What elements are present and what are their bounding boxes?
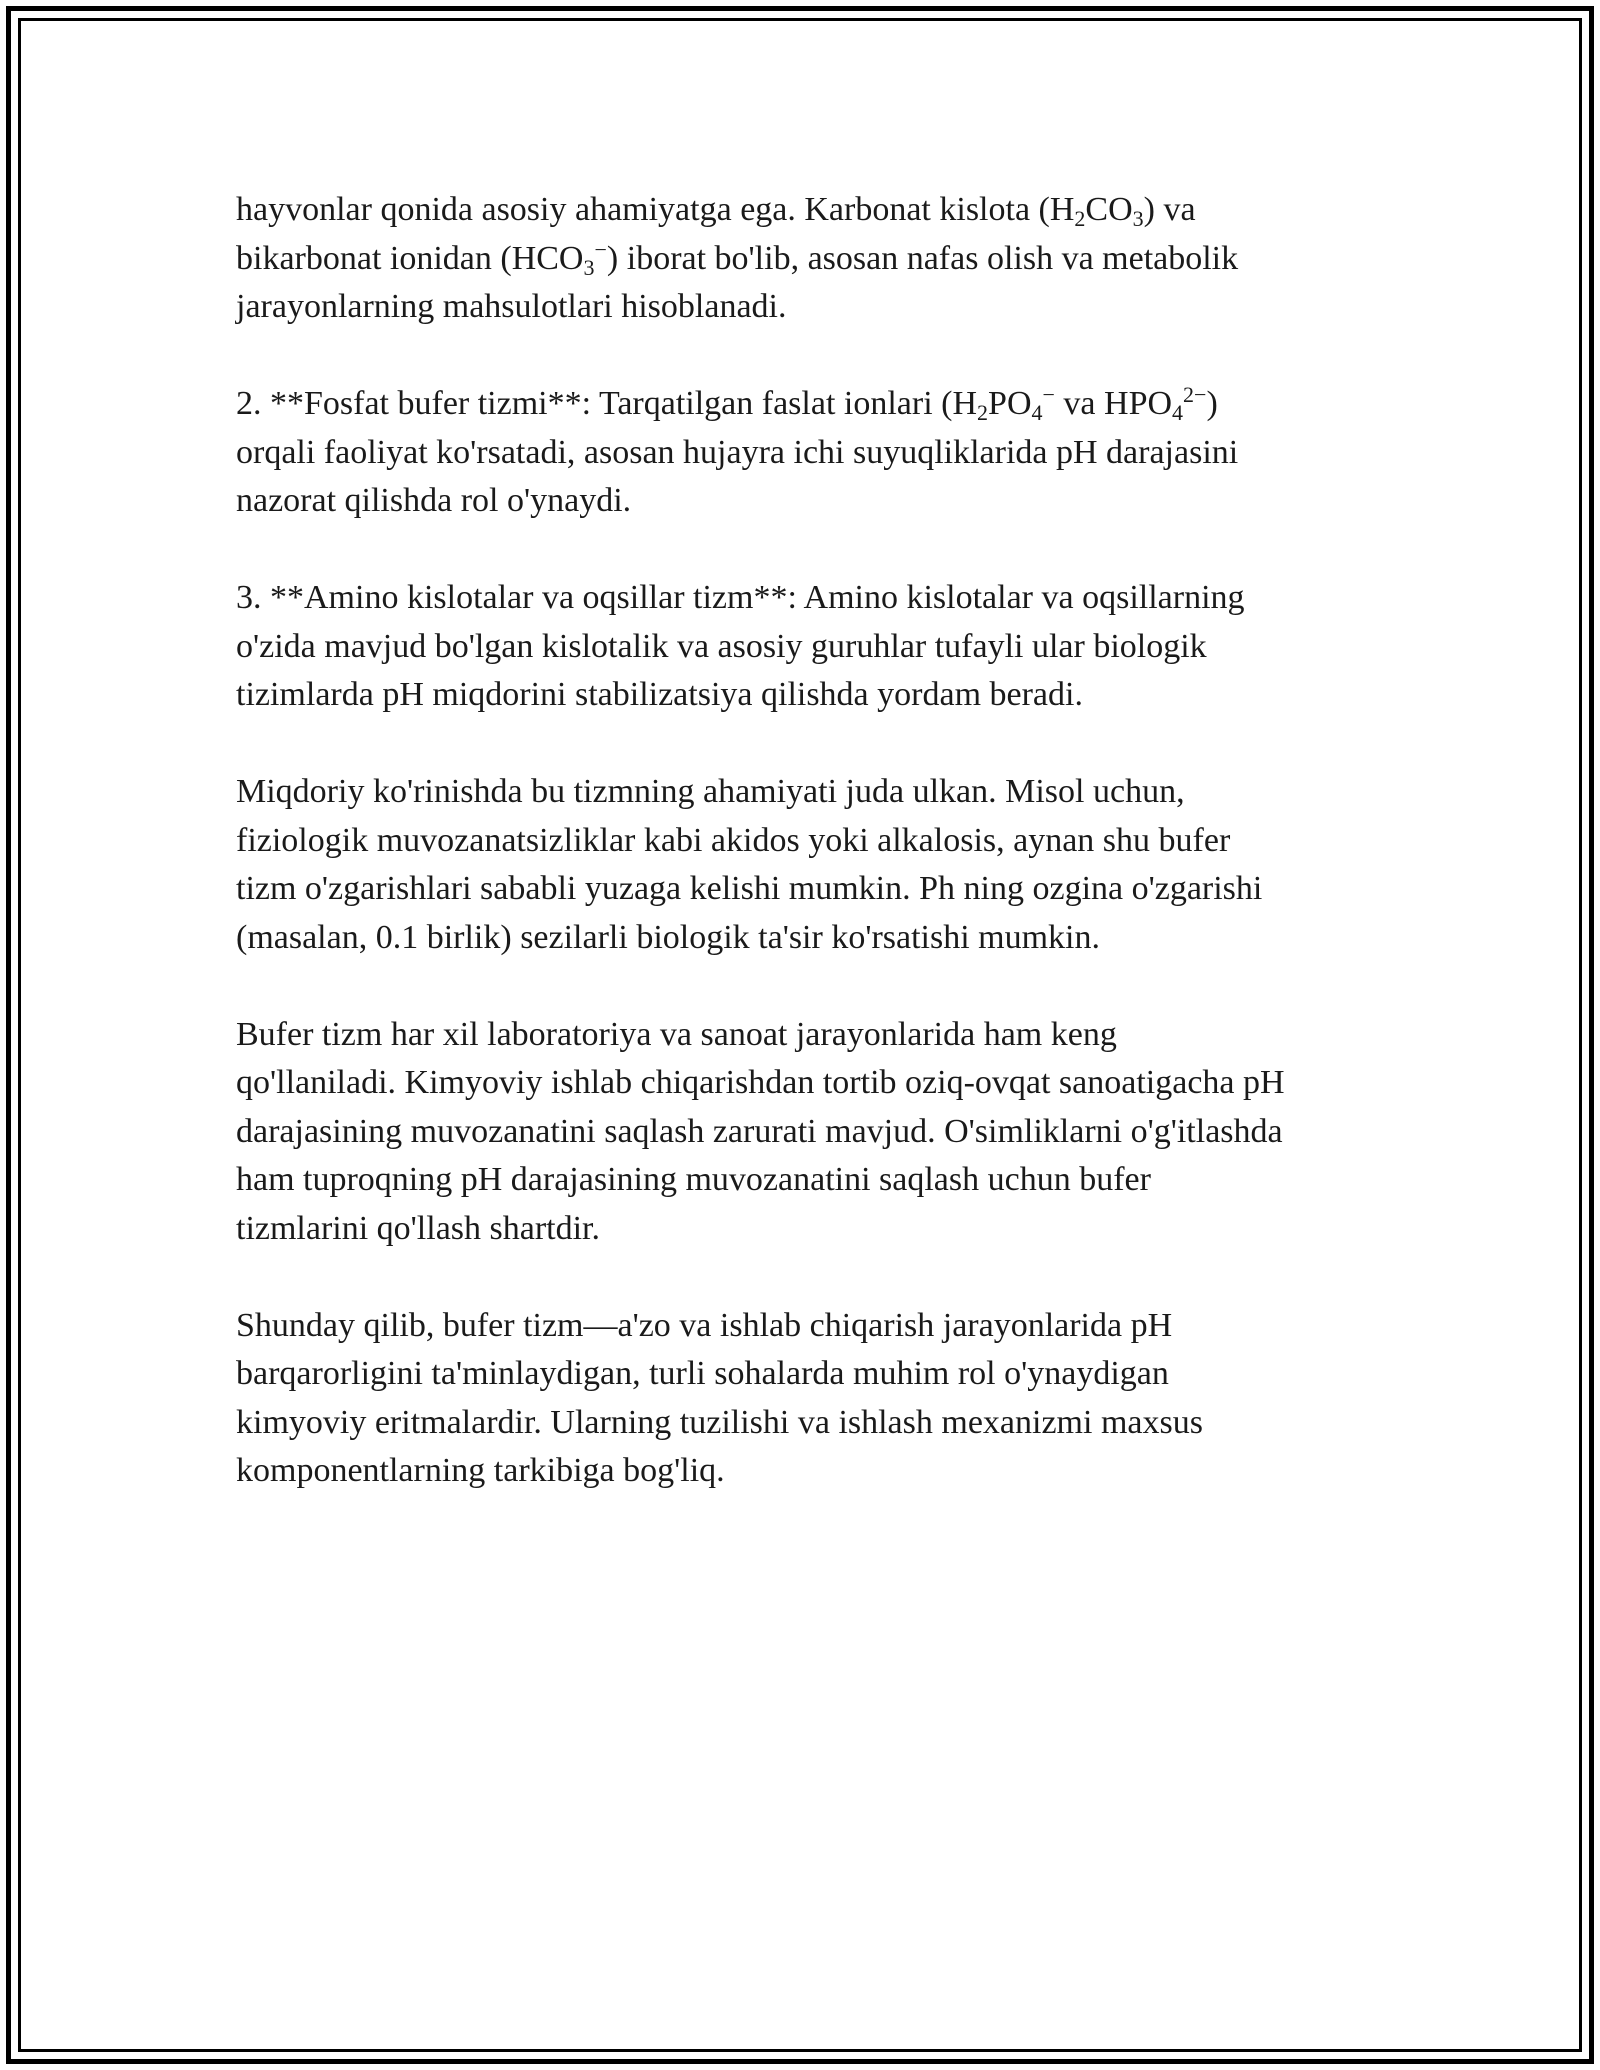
superscript: − — [594, 236, 607, 262]
subscript: 3 — [583, 254, 595, 280]
text-line — [236, 1447, 1416, 1496]
text-run: ) va — [1143, 191, 1196, 228]
text-line — [236, 865, 1416, 914]
text-run: (masalan, 0.1 birlik) sezilarli biologik ta'sir ko'rsatishi mumkin. — [236, 918, 1100, 956]
text-run: kimyoviy eritmalardir. Ularning tuzilishi va ishlash mexanizmi maxsus — [236, 1403, 1203, 1441]
subscript: 2 — [1074, 206, 1086, 231]
text-line — [236, 574, 1416, 623]
document-body — [236, 186, 1416, 1544]
text-line — [236, 914, 1416, 963]
text-line — [236, 1205, 1416, 1254]
text-run: 3. **Amino kislotalar va oqsillar tizm**: Amino kislotalar va oqsillarning — [236, 579, 1245, 616]
superscript: − — [1042, 382, 1055, 407]
text-line — [236, 1156, 1416, 1205]
subscript: 4 — [1172, 400, 1184, 425]
text-run: bikarbonat ionidan (HCO — [236, 239, 584, 277]
paragraph — [236, 380, 1416, 526]
text-run: qo'llaniladi. Kimyoviy ishlab chiqarishdan tortib oziq-ovqat sanoatigacha pH — [236, 1064, 1285, 1101]
text-line — [236, 235, 1416, 284]
text-run: tizimlarda pH miqdorini stabilizatsiya qilishda yordam beradi. — [236, 676, 1083, 713]
text-line — [236, 817, 1416, 866]
text-line — [236, 768, 1416, 817]
text-line — [236, 1399, 1416, 1448]
paragraph — [236, 1011, 1416, 1254]
text-line — [236, 1302, 1416, 1351]
text-run: ) iborat bo'lib, asosan nafas olish va metabolik — [606, 239, 1239, 277]
text-run: jarayonlarning mahsulotlari hisoblanadi. — [236, 288, 787, 325]
text-line — [236, 1059, 1416, 1108]
text-run: Miqdoriy ko'rinishda bu tizmning ahamiyati juda ulkan. Misol uchun, — [236, 773, 1185, 810]
text-run: Bufer tizm har xil laboratoriya va sanoat jarayonlarida ham keng — [236, 1015, 1117, 1053]
text-run: orqali faoliyat ko'rsatadi, asosan hujayra ichi suyuqliklarida pH darajasini — [236, 433, 1239, 471]
text-run: Shunday qilib, bufer tizm—a'zo va ishlab chiqarish jarayonlarida pH — [236, 1306, 1173, 1344]
text-line — [236, 1108, 1416, 1157]
text-run: barqarorligini ta'minlaydigan, turli sohalarda muhim rol o'ynaydigan — [236, 1355, 1169, 1392]
text-run: tizm o'zgarishlari sababli yuzaga kelishi mumkin. Ph ning ozgina o'zgarishi — [236, 870, 1263, 907]
text-run: fiziologik muvozanatsizliklar kabi akidos yoki alkalosis, aynan shu bufer — [236, 821, 1231, 859]
text-run: CO — [1085, 191, 1133, 228]
text-run: va HPO — [1054, 385, 1173, 422]
text-line — [236, 429, 1416, 478]
text-line — [236, 1350, 1416, 1399]
superscript: 2− — [1183, 382, 1207, 407]
paragraph — [236, 1302, 1416, 1496]
text-run: ) — [1206, 385, 1218, 422]
text-line — [236, 1011, 1416, 1060]
subscript: 3 — [1132, 206, 1144, 231]
text-run: nazorat qilishda rol o'ynaydi. — [236, 482, 632, 519]
text-run: 2. **Fosfat bufer tizmi**: Tarqatilgan faslat ionlari (H — [236, 385, 978, 422]
text-line — [236, 477, 1416, 526]
text-line — [236, 283, 1416, 332]
text-run: tizmlarini qo'llash shartdir. — [236, 1209, 601, 1247]
text-line — [236, 186, 1416, 235]
paragraph — [236, 574, 1416, 720]
paragraph — [236, 186, 1416, 332]
text-run: PO — [988, 385, 1032, 422]
text-line — [236, 623, 1416, 672]
subscript: 2 — [977, 400, 989, 425]
text-run: komponentlarning tarkibiga bog'liq. — [236, 1452, 725, 1489]
text-line — [236, 671, 1416, 720]
text-line — [236, 380, 1416, 429]
subscript: 4 — [1031, 400, 1043, 425]
text-run: hayvonlar qonida asosiy ahamiyatga ega. Karbonat kislota (H — [236, 191, 1075, 228]
paragraph — [236, 768, 1416, 962]
text-run: ham tuproqning pH darajasining muvozanatini saqlash uchun bufer — [236, 1161, 1151, 1198]
text-run: darajasining muvozanatini saqlash zarurati mavjud. O'simliklarni o'g'itlashda — [236, 1112, 1283, 1150]
text-run: o'zida mavjud bo'lgan kislotalik va asosiy guruhlar tufayli ular biologik — [236, 627, 1207, 665]
